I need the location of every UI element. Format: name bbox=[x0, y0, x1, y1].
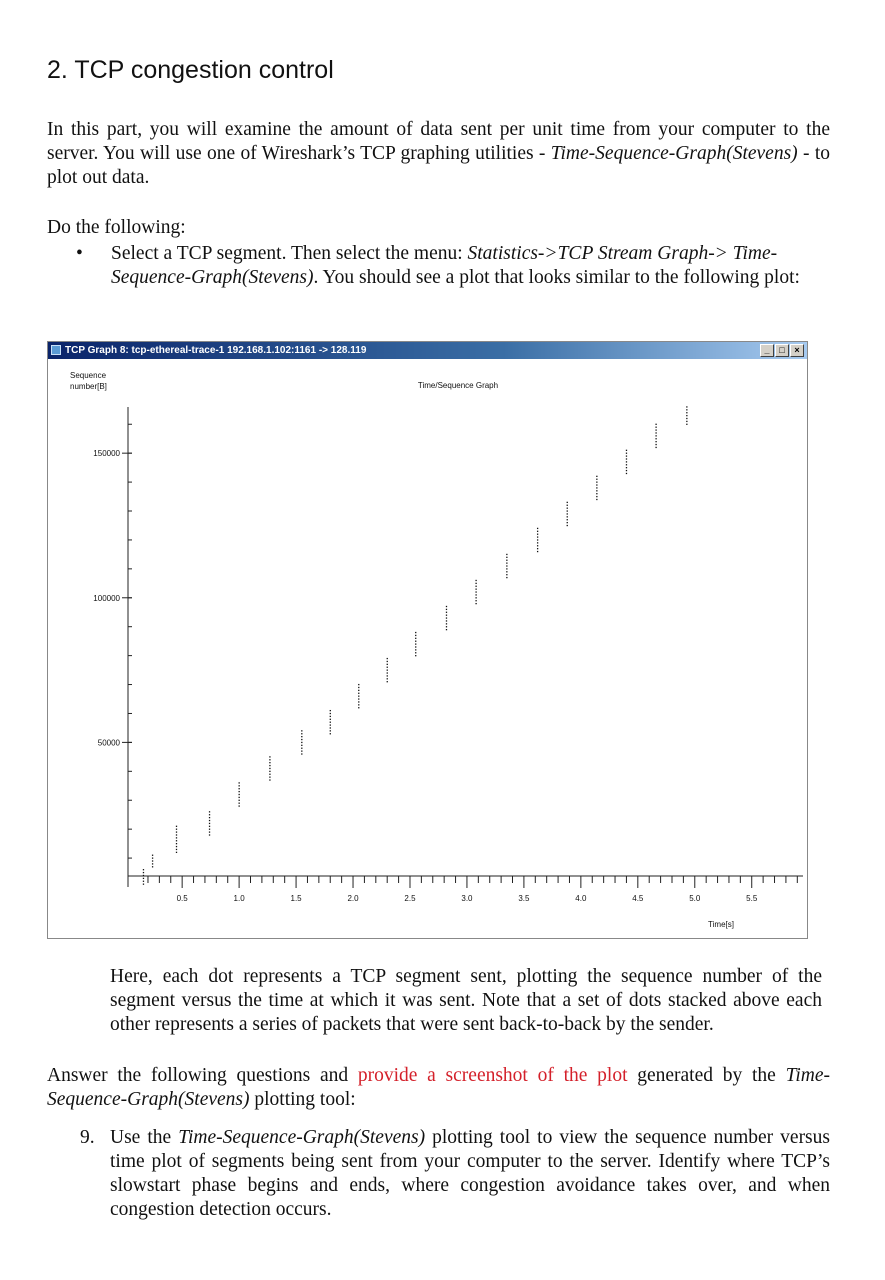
segment-dot bbox=[239, 785, 240, 786]
segment-dot bbox=[269, 768, 270, 769]
x-tick-label: 5.0 bbox=[689, 894, 701, 903]
segment-dot bbox=[537, 545, 538, 546]
segment-dot bbox=[446, 620, 447, 621]
segment-dot bbox=[415, 632, 416, 633]
question-text: Use the Time-Sequence-Graph(Stevens) plotting tool to view the sequence number versus time plot of segments being sent from your computer to the server. Identify where TCP’s slowstart phase begins and ends, where congestion avoidance takes over, and when congestion detection occurs. bbox=[110, 1127, 830, 1220]
segment-dot bbox=[415, 641, 416, 642]
segment-dot bbox=[269, 771, 270, 772]
screenshot-requirement: provide a screenshot of the plot bbox=[357, 1065, 628, 1086]
segment-dot bbox=[387, 681, 388, 682]
segment-dot bbox=[239, 782, 240, 783]
x-axis-label: Time[s] bbox=[708, 920, 734, 929]
x-tick-label: 4.5 bbox=[632, 894, 644, 903]
segment-dot bbox=[176, 849, 177, 850]
segment-dot bbox=[330, 727, 331, 728]
segment-dot bbox=[686, 412, 687, 413]
explanation-paragraph: Here, each dot represents a TCP segment sent, plotting the sequence number of the segment versus the time at which it was sent. Note that a set of dots stacked above each other represents a series of packets that were sent back-to-back by the sender. bbox=[110, 966, 822, 1035]
segment-dot bbox=[475, 586, 476, 587]
segment-dot bbox=[415, 646, 416, 647]
segment-dot bbox=[358, 704, 359, 705]
segment-dot bbox=[176, 834, 177, 835]
segment-dot bbox=[475, 594, 476, 595]
segment-dot bbox=[655, 444, 656, 445]
segment-dot bbox=[358, 684, 359, 685]
segment-dot bbox=[176, 852, 177, 853]
tool-name-italic: Time-Sequence-Graph(Stevens) bbox=[550, 143, 798, 164]
segment-dot bbox=[176, 829, 177, 830]
segment-dot bbox=[176, 846, 177, 847]
segment-dot bbox=[655, 447, 656, 448]
segment-dot bbox=[358, 693, 359, 694]
segment-dot bbox=[567, 505, 568, 506]
segment-dot bbox=[655, 438, 656, 439]
segment-dot bbox=[143, 884, 144, 885]
segment-dot bbox=[301, 730, 302, 731]
segment-dot bbox=[567, 513, 568, 514]
segment-dot bbox=[567, 516, 568, 517]
segment-dot bbox=[330, 713, 331, 714]
segment-dot bbox=[176, 840, 177, 841]
segment-dot bbox=[686, 421, 687, 422]
maximize-button[interactable]: □ bbox=[775, 344, 789, 357]
segment-dot bbox=[143, 881, 144, 882]
segment-dot bbox=[239, 800, 240, 801]
x-tick-label: 4.0 bbox=[575, 894, 587, 903]
segment-dot bbox=[596, 476, 597, 477]
segment-dot bbox=[330, 722, 331, 723]
segment-dot bbox=[626, 470, 627, 471]
segment-dot bbox=[387, 658, 388, 659]
segment-dot bbox=[626, 464, 627, 465]
segment-dot bbox=[209, 826, 210, 827]
segment-dot bbox=[506, 577, 507, 578]
segment-dot bbox=[415, 638, 416, 639]
segment-dot bbox=[239, 797, 240, 798]
segment-dot bbox=[506, 568, 507, 569]
tool-name-italic: Time-Sequence-Graph(Stevens) bbox=[178, 1127, 426, 1148]
segment-dot bbox=[686, 415, 687, 416]
segment-dot bbox=[387, 661, 388, 662]
x-tick-label: 2.5 bbox=[404, 894, 416, 903]
segment-dot bbox=[596, 490, 597, 491]
segment-dot bbox=[446, 609, 447, 610]
segment-dot bbox=[209, 814, 210, 815]
window-controls bbox=[760, 344, 804, 357]
tcp-graph-window bbox=[47, 341, 808, 939]
segment-dot bbox=[209, 831, 210, 832]
segment-dot bbox=[358, 698, 359, 699]
x-tick-label: 3.5 bbox=[518, 894, 530, 903]
segment-dot bbox=[506, 557, 507, 558]
segment-dot bbox=[330, 716, 331, 717]
segment-dot bbox=[626, 458, 627, 459]
do-following-label: Do the following: bbox=[47, 217, 186, 238]
app-icon bbox=[51, 345, 61, 355]
intro-paragraph: In this part, you will examine the amount of data sent per unit time from your computer to the server. You will use one of Wireshark’s TCP graphing utilities - Time-Sequence-Graph(Stevens) - to plot out data. bbox=[47, 119, 830, 188]
segment-dot bbox=[301, 733, 302, 734]
minimize-button[interactable]: _ bbox=[760, 344, 774, 357]
segment-dot bbox=[596, 479, 597, 480]
segment-dot bbox=[387, 672, 388, 673]
segment-dot bbox=[626, 453, 627, 454]
segment-dot bbox=[655, 424, 656, 425]
segment-dot bbox=[301, 742, 302, 743]
segment-dot bbox=[655, 435, 656, 436]
y-tick-label: 150000 bbox=[93, 449, 120, 459]
section-heading: 2. TCP congestion control bbox=[47, 56, 334, 84]
segment-dot bbox=[152, 860, 153, 861]
tool-name-italic: Time-Sequence-Graph(Stevens) bbox=[47, 1065, 830, 1110]
segment-dot bbox=[567, 525, 568, 526]
segment-dot bbox=[506, 571, 507, 572]
x-tick-label: 5.5 bbox=[746, 894, 758, 903]
segment-dot bbox=[143, 875, 144, 876]
y-tick-label: 100000 bbox=[93, 593, 120, 603]
segment-dot bbox=[239, 794, 240, 795]
segment-dot bbox=[415, 649, 416, 650]
segment-dot bbox=[387, 664, 388, 665]
plot-axes bbox=[93, 407, 803, 903]
segment-dot bbox=[655, 427, 656, 428]
segment-dot bbox=[152, 866, 153, 867]
segment-dot bbox=[269, 762, 270, 763]
segment-dot bbox=[567, 508, 568, 509]
segment-dot bbox=[269, 774, 270, 775]
segment-dot bbox=[506, 574, 507, 575]
window-title: TCP Graph 8: tcp-ethereal-trace-1 192.168.1.102:1161 -> 128.119 bbox=[65, 345, 367, 356]
segment-dot bbox=[626, 450, 627, 451]
segment-dot bbox=[596, 484, 597, 485]
segment-dot bbox=[475, 597, 476, 598]
segment-dot bbox=[537, 548, 538, 549]
segment-dot bbox=[358, 696, 359, 697]
y-axis-label-line1: Sequence bbox=[70, 371, 107, 380]
segment-dot bbox=[446, 623, 447, 624]
segment-dot bbox=[239, 803, 240, 804]
segment-dot bbox=[506, 554, 507, 555]
segment-dot bbox=[596, 496, 597, 497]
segment-dot bbox=[143, 872, 144, 873]
segment-dot bbox=[301, 745, 302, 746]
x-tick-label: 1.0 bbox=[233, 894, 245, 903]
segment-dot bbox=[475, 583, 476, 584]
segment-dot bbox=[446, 626, 447, 627]
segment-dot bbox=[269, 756, 270, 757]
x-tick-label: 0.5 bbox=[176, 894, 188, 903]
segment-dot bbox=[567, 502, 568, 503]
time-sequence-plot[interactable] bbox=[48, 359, 807, 938]
y-axis-label-line2: number[B] bbox=[70, 382, 107, 391]
y-tick-label: 50000 bbox=[97, 738, 120, 748]
menu-path-italic: Statistics->TCP Stream Graph-> Time-Sequence-Graph(Stevens) bbox=[111, 243, 778, 288]
segment-dot bbox=[176, 831, 177, 832]
segment-dot bbox=[475, 591, 476, 592]
segment-dot bbox=[358, 701, 359, 702]
segment-dot bbox=[176, 826, 177, 827]
window-titlebar[interactable] bbox=[48, 342, 807, 359]
segment-dot bbox=[387, 675, 388, 676]
question-number: 9. bbox=[80, 1127, 95, 1148]
segment-dot bbox=[626, 473, 627, 474]
segment-dot bbox=[567, 522, 568, 523]
segment-dot bbox=[239, 791, 240, 792]
segment-dot bbox=[269, 776, 270, 777]
segment-dot bbox=[446, 629, 447, 630]
segment-dot bbox=[686, 406, 687, 407]
segment-dot bbox=[239, 788, 240, 789]
segment-dot bbox=[475, 580, 476, 581]
x-tick-label: 2.0 bbox=[347, 894, 359, 903]
segment-dot bbox=[143, 878, 144, 879]
segment-dot bbox=[446, 606, 447, 607]
segment-dot bbox=[415, 635, 416, 636]
segment-dot bbox=[596, 481, 597, 482]
segment-dot bbox=[176, 837, 177, 838]
segment-dot bbox=[537, 531, 538, 532]
segment-dot bbox=[655, 429, 656, 430]
segment-dot bbox=[567, 519, 568, 520]
segment-dot bbox=[626, 461, 627, 462]
segment-dot bbox=[358, 707, 359, 708]
segment-dot bbox=[655, 432, 656, 433]
segment-dot bbox=[387, 669, 388, 670]
segment-dot bbox=[330, 730, 331, 731]
segment-dot bbox=[415, 652, 416, 653]
segment-dot bbox=[537, 551, 538, 552]
segment-dot bbox=[209, 811, 210, 812]
plot-marks bbox=[143, 406, 688, 885]
segment-dot bbox=[209, 817, 210, 818]
segment-dot bbox=[686, 424, 687, 425]
segment-dot bbox=[209, 820, 210, 821]
x-tick-label: 1.5 bbox=[290, 894, 302, 903]
bullet-text: Select a TCP segment. Then select the menu: Statistics->TCP Stream Graph-> Time-Sequence-Graph(Stevens). You should see a plot that looks similar to the following plot: bbox=[111, 243, 800, 288]
close-button[interactable]: × bbox=[790, 344, 804, 357]
segment-dot bbox=[596, 499, 597, 500]
segment-dot bbox=[330, 719, 331, 720]
segment-dot bbox=[209, 834, 210, 835]
segment-dot bbox=[209, 823, 210, 824]
segment-dot bbox=[269, 779, 270, 780]
instruction-paragraph: Answer the following questions and provide a screenshot of the plot generated by the Time-Sequence-Graph(Stevens) plotting tool: bbox=[47, 1065, 830, 1110]
segment-dot bbox=[152, 863, 153, 864]
segment-dot bbox=[446, 612, 447, 613]
segment-dot bbox=[152, 857, 153, 858]
segment-dot bbox=[176, 843, 177, 844]
segment-dot bbox=[143, 869, 144, 870]
segment-dot bbox=[269, 759, 270, 760]
segment-dot bbox=[330, 733, 331, 734]
segment-dot bbox=[446, 617, 447, 618]
segment-dot bbox=[655, 441, 656, 442]
segment-dot bbox=[301, 750, 302, 751]
segment-dot bbox=[446, 615, 447, 616]
segment-dot bbox=[301, 748, 302, 749]
segment-dot bbox=[537, 534, 538, 535]
segment-dot bbox=[567, 510, 568, 511]
segment-dot bbox=[475, 589, 476, 590]
segment-dot bbox=[596, 493, 597, 494]
segment-dot bbox=[358, 690, 359, 691]
segment-dot bbox=[209, 829, 210, 830]
segment-dot bbox=[626, 467, 627, 468]
segment-dot bbox=[330, 710, 331, 711]
segment-dot bbox=[239, 805, 240, 806]
segment-dot bbox=[301, 736, 302, 737]
segment-dot bbox=[626, 455, 627, 456]
bullet-icon: • bbox=[76, 243, 83, 264]
x-tick-label: 3.0 bbox=[461, 894, 473, 903]
segment-dot bbox=[387, 678, 388, 679]
segment-dot bbox=[269, 765, 270, 766]
segment-dot bbox=[537, 539, 538, 540]
segment-dot bbox=[537, 542, 538, 543]
segment-dot bbox=[330, 724, 331, 725]
segment-dot bbox=[358, 687, 359, 688]
segment-dot bbox=[415, 655, 416, 656]
segment-dot bbox=[301, 739, 302, 740]
segment-dot bbox=[387, 667, 388, 668]
segment-dot bbox=[506, 560, 507, 561]
segment-dot bbox=[596, 487, 597, 488]
segment-dot bbox=[506, 565, 507, 566]
segment-dot bbox=[537, 536, 538, 537]
segment-dot bbox=[415, 643, 416, 644]
segment-dot bbox=[475, 600, 476, 601]
segment-dot bbox=[152, 855, 153, 856]
segment-dot bbox=[537, 528, 538, 529]
segment-dot bbox=[506, 562, 507, 563]
segment-dot bbox=[686, 418, 687, 419]
segment-dot bbox=[475, 603, 476, 604]
segment-dot bbox=[686, 409, 687, 410]
chart-title: Time/Sequence Graph bbox=[417, 381, 499, 390]
segment-dot bbox=[301, 753, 302, 754]
